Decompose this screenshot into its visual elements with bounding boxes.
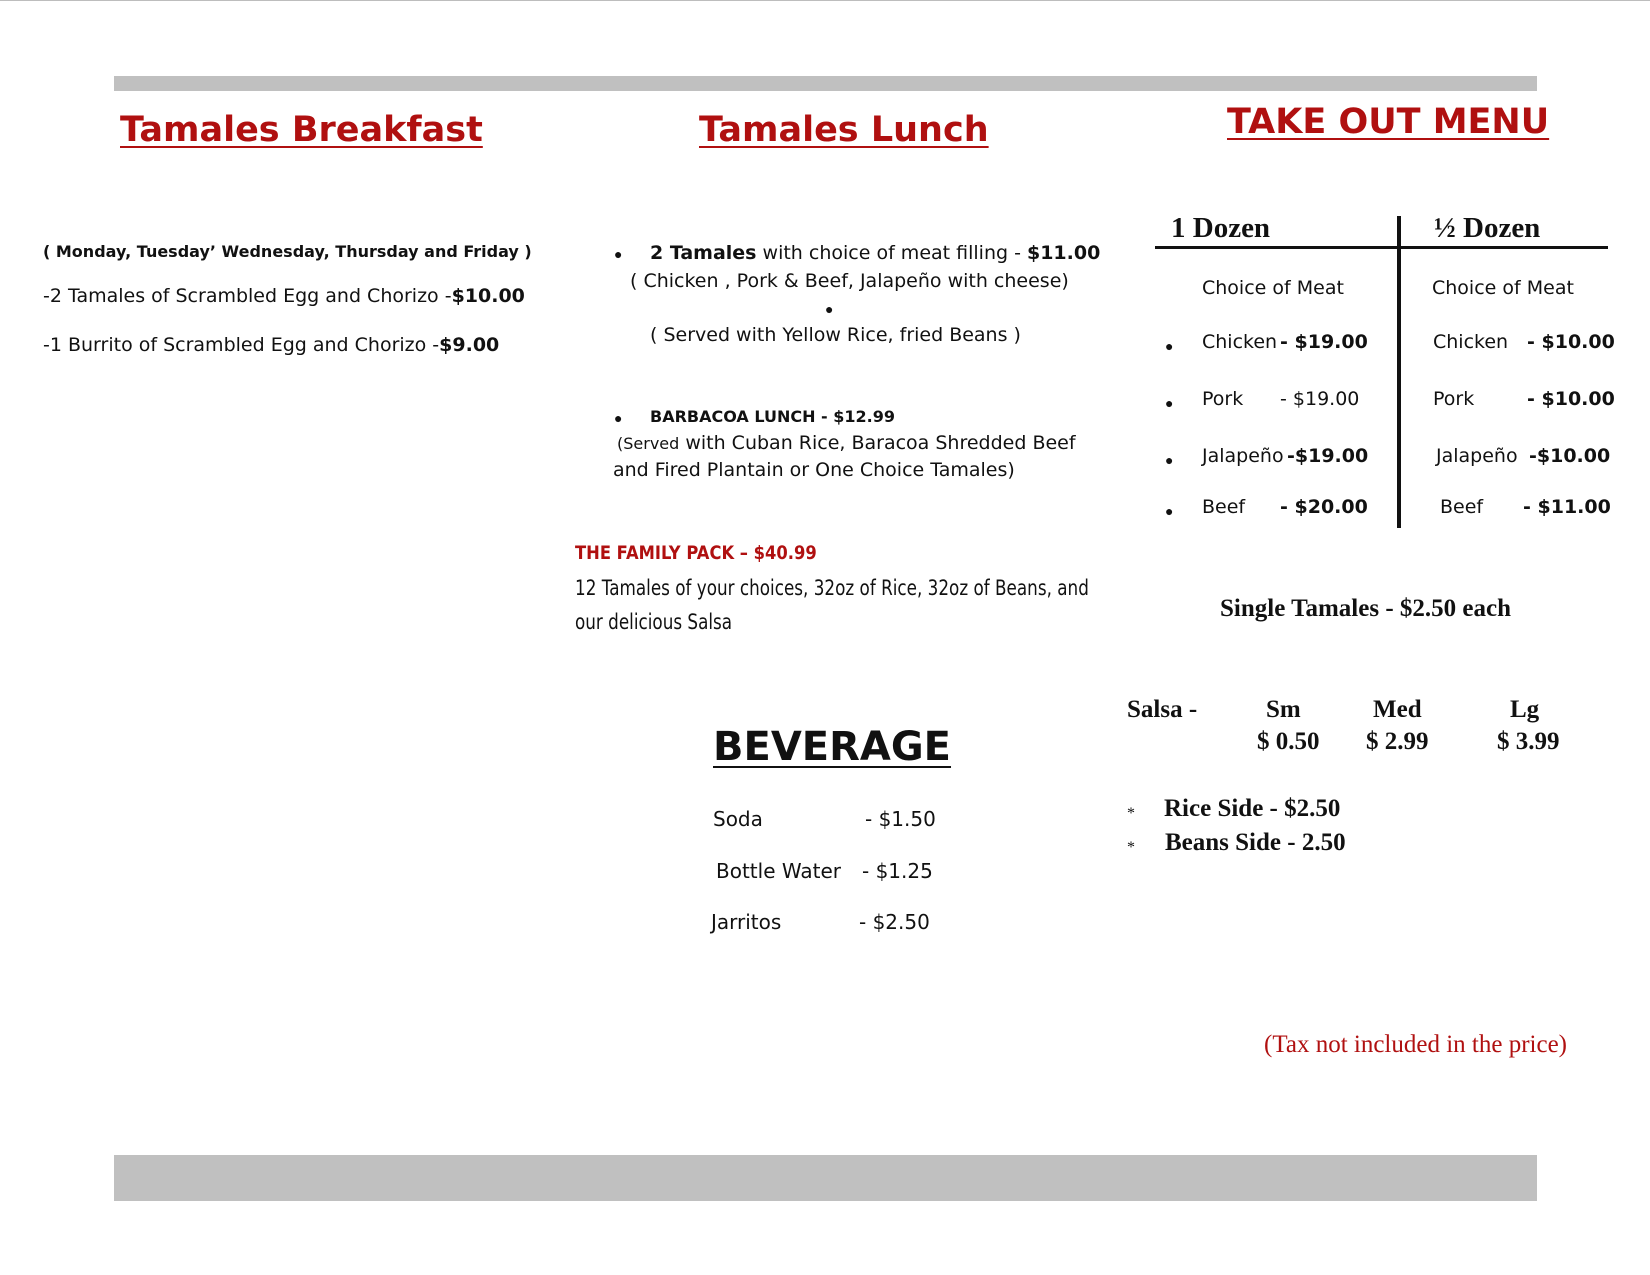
breakfast-item-2-price: $9.00 — [439, 334, 500, 356]
dozen-row-4-price: - $20.00 — [1280, 496, 1368, 518]
lunch-item-1-price: $11.00 — [1026, 242, 1101, 264]
beverage-item-water: Bottle Water — [716, 859, 841, 883]
dozen-row-3-bullet: ● — [1165, 452, 1174, 468]
family-pack-title: THE FAMILY PACK – $40.99 — [575, 542, 817, 564]
dozen-row-2-price: - $19.00 — [1280, 388, 1360, 410]
table-column-divider — [1397, 216, 1401, 528]
lunch-item-1-choices: ( Chicken , Pork & Beef, Jalapeño with cheese) — [630, 270, 1069, 292]
lunch-item-1 — [650, 242, 1100, 264]
bottom-banner-bar — [114, 1155, 1537, 1201]
beverage-item-soda: Soda — [713, 807, 763, 831]
beverage-item-water-price: - $1.25 — [862, 859, 933, 883]
dozen-row-4-name: Beef — [1202, 496, 1246, 518]
lunch-item-1-sub-bullet: ● — [825, 301, 834, 317]
lunch-item-1-name: 2 Tamales — [650, 242, 757, 264]
takeout-title: TAKE OUT MENU — [1227, 102, 1550, 142]
dozen-row-4-bullet: ● — [1165, 503, 1174, 519]
beverage-title: BEVERAGE — [713, 724, 952, 770]
lunch-item-2-desc-1-text: with Cuban Rice, Baracoa Shredded Beef — [679, 432, 1076, 454]
beverage-item-jarritos-price: - $2.50 — [859, 910, 930, 934]
salsa-label: Salsa - — [1127, 696, 1198, 723]
lunch-item-2-served-label: (Served — [617, 434, 680, 453]
breakfast-item-2-name: -1 Burrito of Scrambled Egg and Chorizo - — [43, 334, 440, 356]
rice-side: Rice Side - $2.50 — [1164, 795, 1341, 822]
salsa-price-lg: $ 3.99 — [1497, 728, 1560, 755]
dozen-row-3-name: Jalapeño — [1202, 445, 1284, 467]
breakfast-title: Tamales Breakfast — [120, 110, 483, 150]
lunch-item-1-served: ( Served with Yellow Rice, fried Beans ) — [650, 324, 1021, 346]
lunch-item-1-desc: with choice of meat filling - — [756, 242, 1027, 264]
breakfast-item-2 — [43, 334, 499, 356]
salsa-size-med: Med — [1373, 696, 1422, 723]
top-edge-line — [0, 0, 1650, 1]
dozen-row-1-name: Chicken — [1202, 331, 1278, 353]
dozen-row-1-bullet: ● — [1165, 338, 1174, 354]
dozen-header: 1 Dozen — [1171, 212, 1271, 244]
dozen-row-1-price: - $19.00 — [1280, 331, 1368, 353]
lunch-item-1-bullet: ● — [614, 246, 623, 262]
lunch-item-2 — [650, 407, 895, 426]
beans-side: Beans Side - 2.50 — [1165, 829, 1346, 856]
beverage-item-soda-price: - $1.50 — [865, 807, 936, 831]
beans-side-mark: * — [1127, 839, 1135, 856]
table-header-rule — [1155, 246, 1608, 249]
half-row-2-price: - $10.00 — [1527, 388, 1615, 410]
breakfast-days: ( Monday, Tuesday’ Wednesday, Thursday and Friday ) — [43, 242, 532, 261]
dozen-row-2-bullet: ● — [1165, 395, 1174, 411]
dozen-row-3-price: -$19.00 — [1287, 445, 1369, 467]
tax-note: (Tax not included in the price) — [1264, 1031, 1568, 1058]
half-row-4-name: Beef — [1440, 496, 1484, 518]
lunch-item-2-name: BARBACOA LUNCH — [650, 407, 816, 426]
lunch-item-2-bullet: ● — [614, 410, 623, 426]
salsa-size-sm: Sm — [1266, 696, 1301, 723]
half-row-1-price: - $10.00 — [1527, 331, 1615, 353]
half-dozen-header: ½ Dozen — [1434, 212, 1541, 244]
half-choice-label: Choice of Meat — [1432, 277, 1574, 299]
half-row-3-name: Jalapeño — [1436, 445, 1518, 467]
half-row-1-name: Chicken — [1433, 331, 1509, 353]
half-row-3-price: -$10.00 — [1529, 445, 1611, 467]
single-tamales: Single Tamales - $2.50 each — [1220, 595, 1511, 622]
family-pack-desc-2: our delicious Salsa — [575, 610, 733, 634]
salsa-price-sm: $ 0.50 — [1257, 728, 1320, 755]
lunch-title: Tamales Lunch — [699, 110, 989, 150]
rice-side-mark: * — [1127, 805, 1135, 822]
top-banner-bar — [114, 76, 1537, 91]
half-row-4-price: - $11.00 — [1523, 496, 1611, 518]
half-row-2-name: Pork — [1433, 388, 1475, 410]
breakfast-item-1-name: -2 Tamales of Scrambled Egg and Chorizo - — [43, 285, 452, 307]
breakfast-item-1-price: $10.00 — [451, 285, 525, 307]
lunch-item-2-desc-1 — [617, 432, 1076, 454]
lunch-item-2-desc-2: and Fired Plantain or One Choice Tamales) — [613, 459, 1015, 481]
salsa-size-lg: Lg — [1510, 696, 1540, 723]
dozen-choice-label: Choice of Meat — [1202, 277, 1344, 299]
beverage-item-jarritos: Jarritos — [711, 910, 782, 934]
family-pack-desc-1: 12 Tamales of your choices, 32oz of Rice, 32oz of Beans, and — [575, 576, 1089, 600]
breakfast-item-1 — [43, 285, 525, 307]
salsa-price-med: $ 2.99 — [1366, 728, 1429, 755]
lunch-item-2-price: - $12.99 — [815, 407, 896, 426]
dozen-row-2-name: Pork — [1202, 388, 1244, 410]
